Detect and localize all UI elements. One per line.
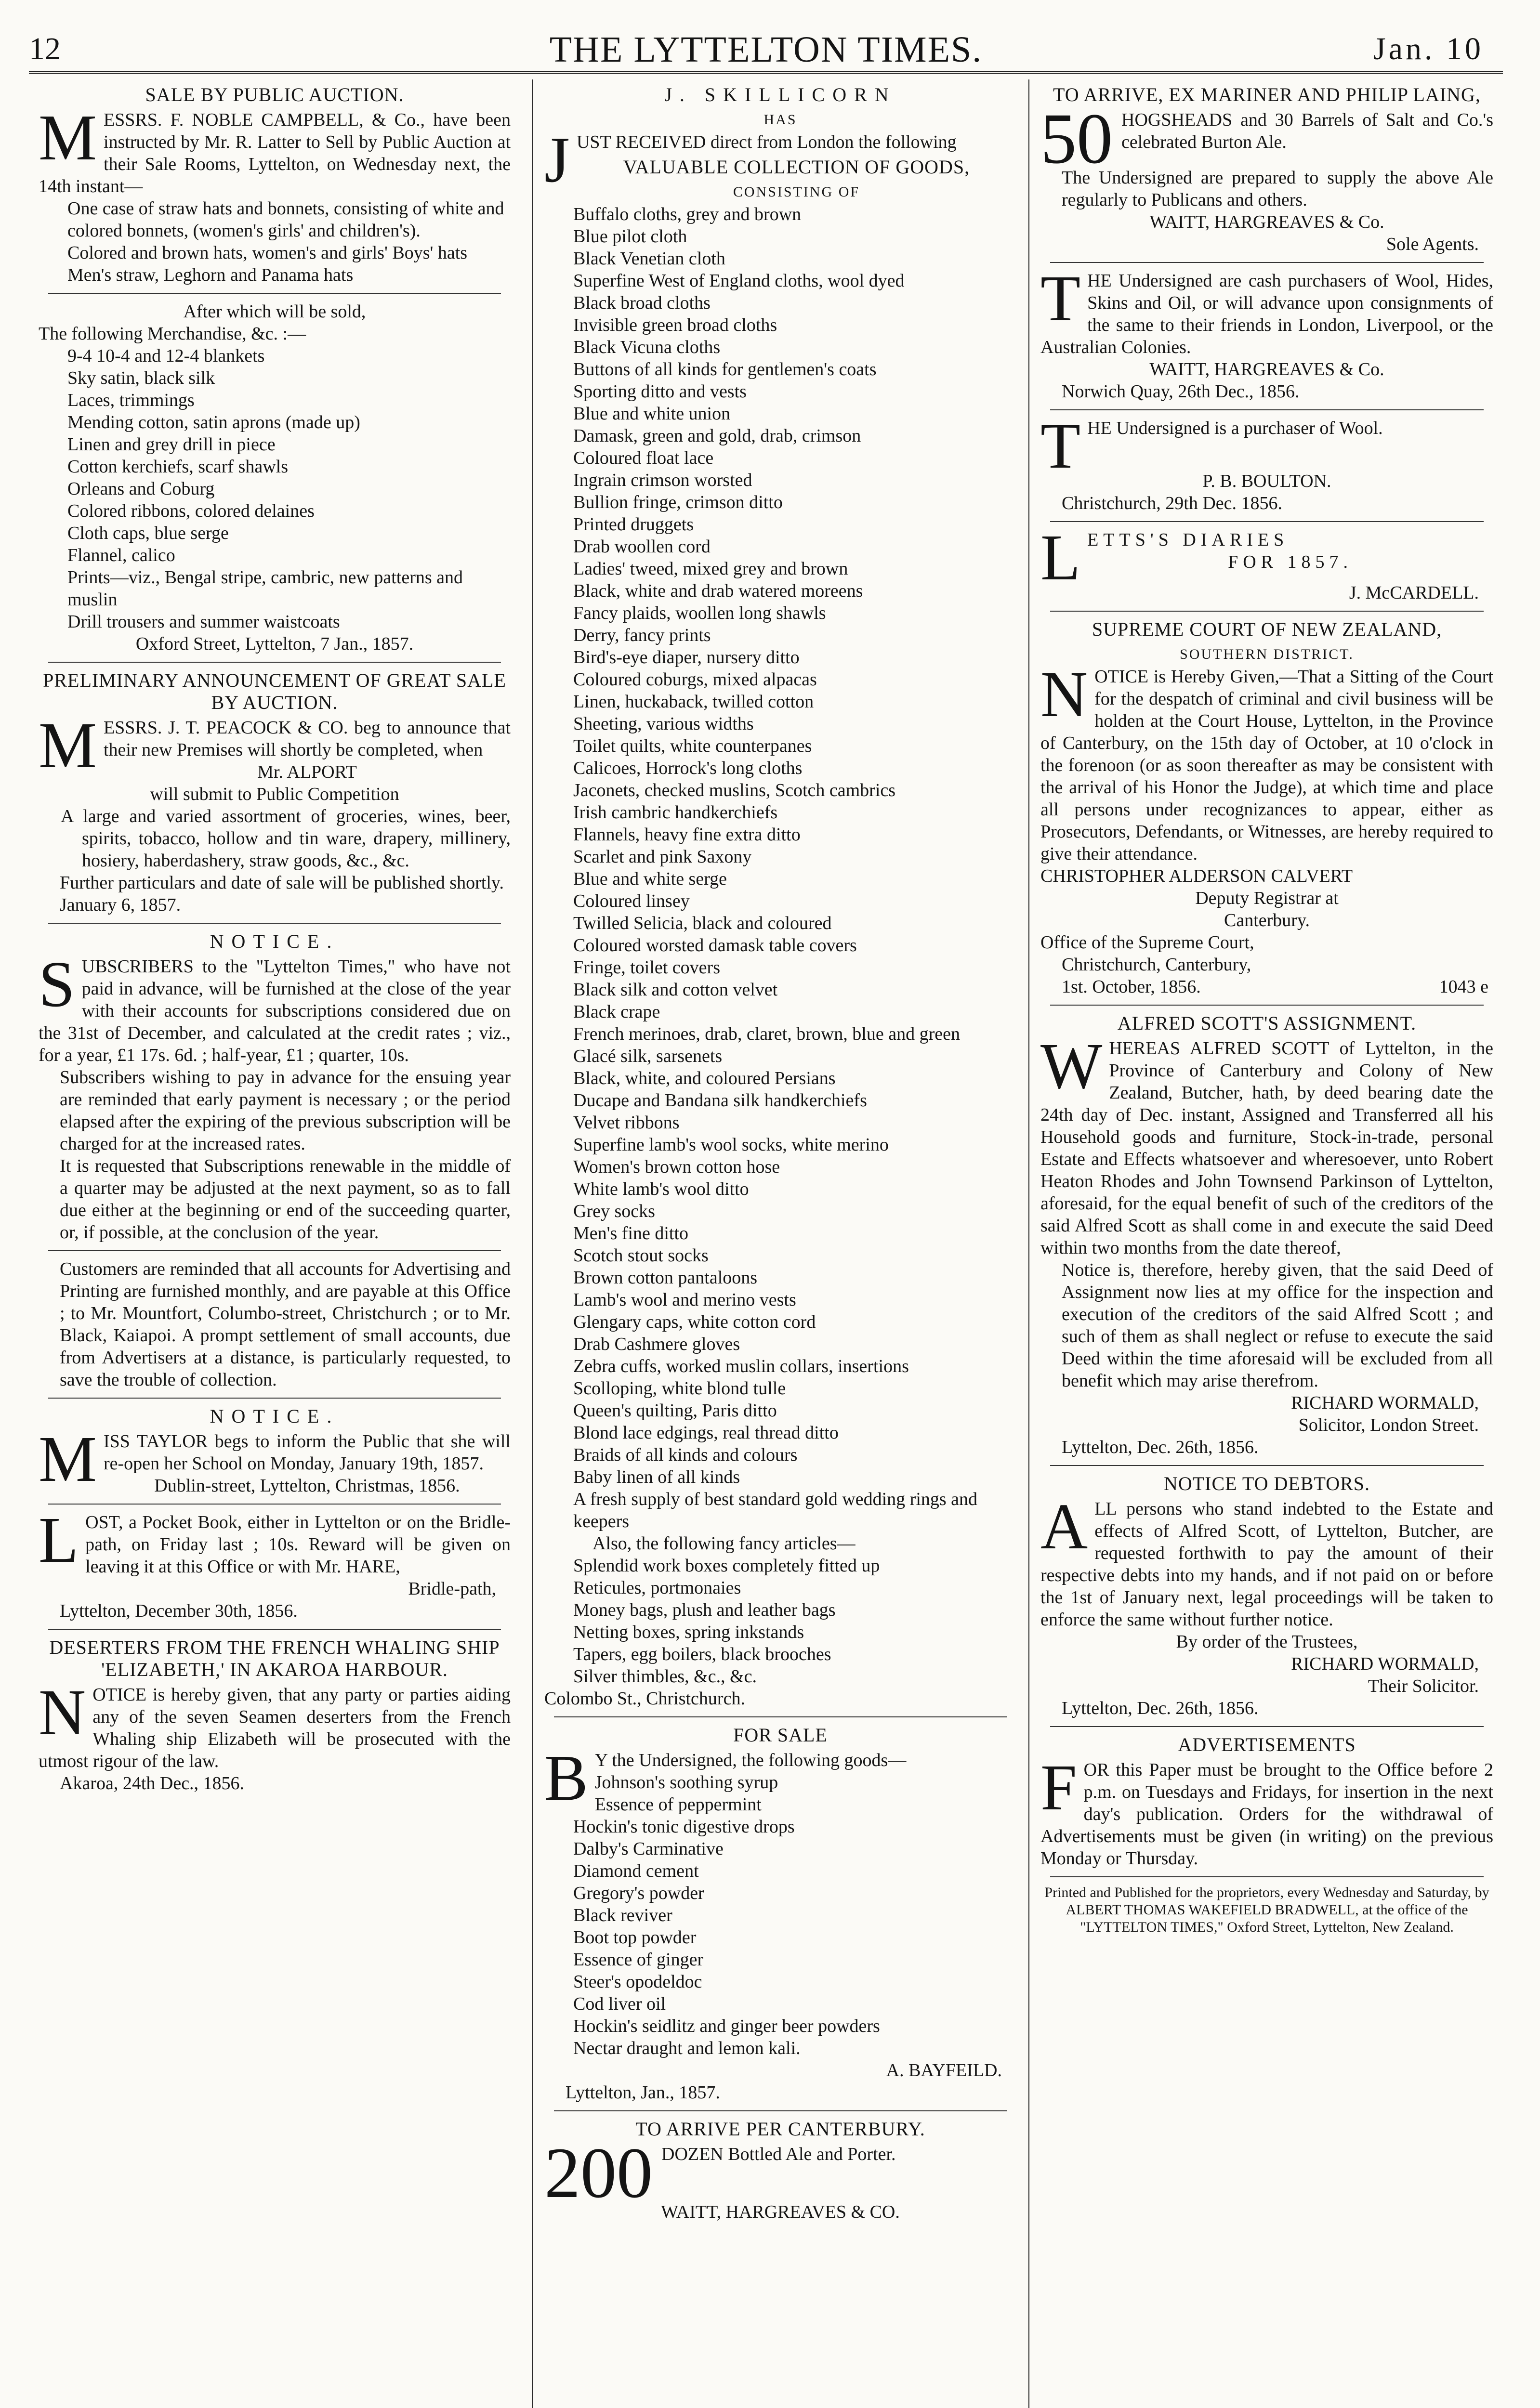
list-item: Laces, trimmings xyxy=(67,390,195,410)
list-item: Johnson's soothing syrup xyxy=(594,1772,778,1793)
divider xyxy=(48,1629,501,1630)
list-item: Scarlet and pink Saxony xyxy=(573,847,752,867)
divider xyxy=(48,923,501,924)
list-item: Sporting ditto and vests xyxy=(573,381,747,402)
newspaper-title: THE LYTTELTON TIMES. xyxy=(549,29,983,70)
ad-body: UBSCRIBERS to the "Lyttelton Times," who have not paid in advance, will be furnished at the close of the year with their accounts for subscriptions considered due on the 31st of December, and calculated at the credit rates ; viz., for a year, £1 17s. 6d. ; half-year, £1 ; quarter, 10s. xyxy=(39,956,511,1065)
column-2 xyxy=(544,81,1016,2229)
list-item: Superfine lamb's wool socks, white merino xyxy=(573,1135,889,1155)
ad-signature: RICHARD WORMALD, xyxy=(1291,1393,1479,1413)
drop-cap: M xyxy=(39,1423,97,1495)
list-item: Essence of ginger xyxy=(573,1950,704,1970)
list-item: Drab woollen cord xyxy=(573,537,711,557)
list-item: Men's fine ditto xyxy=(573,1223,689,1243)
ad-text: will submit to Public Competition xyxy=(150,784,399,804)
goods-list xyxy=(544,1771,1016,2059)
letts-diaries-ad xyxy=(1040,522,1493,604)
list-item: Silver thimbles, &c., &c. xyxy=(573,1666,757,1687)
ad-body: LL persons who stand indebted to the Estate and effects of Alfred Scott, of Lyttelton, Butcher, are requested forthwith to pay the amount of their respective debts into my hands, and if not paid on or before the 1st of January next, legal proceedings will be taken to enforce the same without further notice. xyxy=(1040,1499,1493,1630)
supreme-court-notice xyxy=(1040,618,1493,998)
list-item: A fresh supply of best standard gold wedding rings and keepers xyxy=(573,1489,978,1531)
column-3 xyxy=(1040,81,1493,1936)
list-item: Linen and grey drill in piece xyxy=(67,434,276,455)
list-item: Lamb's wool and merino vests xyxy=(573,1290,796,1310)
ad-body: Y the Undersigned, the following goods— xyxy=(594,1750,907,1770)
list-item: Ingrain crimson worsted xyxy=(573,470,752,490)
ad-body: HE Undersigned is a purchaser of Wool. xyxy=(1087,418,1383,438)
divider xyxy=(1050,1005,1484,1006)
list-item: Linen, huckaback, twilled cotton xyxy=(573,692,814,712)
list-item: Gregory's powder xyxy=(573,1883,704,1903)
drop-cap: S xyxy=(39,948,75,1021)
drop-cap: T xyxy=(1040,410,1081,482)
list-item: Steer's opodeldoc xyxy=(573,1972,702,1992)
drop-cap: J xyxy=(544,124,570,196)
list-item: Ladies' tweed, mixed grey and brown xyxy=(573,559,848,579)
list-item: Black Vicuna cloths xyxy=(573,337,721,357)
ad-heading: SALE BY PUBLIC AUCTION. xyxy=(145,84,404,105)
list-item: Black Venetian cloth xyxy=(573,249,725,269)
list-item: Hockin's seidlitz and ginger beer powders xyxy=(573,2016,880,2036)
list-item: Calicoes, Horrock's long cloths xyxy=(573,758,803,778)
drop-cap: A xyxy=(1040,1491,1088,1563)
bayfeild-for-sale-ad xyxy=(544,1724,1016,2104)
ad-subheading: CONSISTING OF xyxy=(733,184,860,200)
list-item: Reticules, portmonaies xyxy=(573,1578,741,1598)
lost-pocket-book-ad xyxy=(39,1504,511,1622)
list-item: Black, white, and coloured Persians xyxy=(573,1068,836,1088)
ad-footer: Lyttelton, December 30th, 1856. xyxy=(60,1601,298,1621)
ad-body: OST, a Pocket Book, either in Lyttelton or on the Bridle-path, on Friday last ; 10s. Reward will be given on leaving it at this Office or with Mr. HARE, xyxy=(85,1512,511,1577)
boulton-ad xyxy=(1040,410,1493,514)
ad-signature: A. BAYFEILD. xyxy=(886,2060,1002,2081)
list-item: Queen's quilting, Paris ditto xyxy=(573,1400,777,1421)
ad-role: Deputy Registrar at xyxy=(1195,888,1339,908)
masthead-rule xyxy=(29,71,1503,74)
fancy-articles-list xyxy=(544,1555,1016,1688)
ad-subheading: HAS xyxy=(763,112,797,128)
list-item: Prints—viz., Bengal stripe, cambric, new patterns and muslin xyxy=(67,567,463,610)
ad-signature: WAITT, HARGREAVES & Co. xyxy=(1149,212,1384,232)
list-item: Money bags, plush and leather bags xyxy=(573,1600,836,1620)
ad-heading: J. SKILLICORN xyxy=(664,84,896,105)
divider xyxy=(48,293,501,294)
ad-footer: Christchurch, 29th Dec. 1856. xyxy=(1062,493,1283,513)
ad-text: It is requested that Subscriptions renewable in the middle of a quarter may be adjusted at the next payment, so as to fall due either at the beginning or end of the succeeding quarter, or, if possible, at the conclusion of the year. xyxy=(60,1156,511,1243)
ad-heading: NOTICE. xyxy=(210,1405,340,1427)
divider xyxy=(1050,1465,1484,1466)
divider xyxy=(48,1250,501,1251)
list-item: Scotch stout socks xyxy=(573,1245,709,1266)
ad-text: FOR 1857. xyxy=(1228,552,1353,572)
list-item: Toilet quilts, white counterpanes xyxy=(573,736,812,756)
list-item: Buttons of all kinds for gentlemen's coats xyxy=(573,359,877,380)
list-item: Fancy plaids, woollen long shawls xyxy=(573,603,826,623)
ad-text: Notice is, therefore, hereby given, that the said Deed of Assignment now lies at my office for the inspection and execution of the creditors of the said Alfred Scott ; and such of them as shall neglect or refuse to execute the said Deed within the time aforesaid will be excluded from all benefit which may arise therefrom. xyxy=(1062,1260,1493,1391)
drop-cap: F xyxy=(1040,1752,1077,1824)
drop-cap: L xyxy=(39,1504,79,1576)
list-item: Glacé silk, sarsenets xyxy=(573,1046,723,1066)
list-item: Black reviver xyxy=(573,1905,672,1925)
ad-heading: ALFRED SCOTT'S ASSIGNMENT. xyxy=(1117,1012,1417,1034)
list-item: Black, white and drab watered moreens xyxy=(573,581,863,601)
ad-role: Sole Agents. xyxy=(1386,234,1479,254)
list-item: Drill trousers and summer waistcoats xyxy=(67,612,340,632)
list-item: Invisible green broad cloths xyxy=(573,315,777,335)
divider xyxy=(1050,1876,1484,1877)
ad-body: OTICE is hereby given, that any party or parties aiding any of the seven Seamen deserters from the French Whaling ship Elizabeth will be prosecuted with the utmost rigour of the law. xyxy=(39,1685,511,1771)
ad-body: ISS TAYLOR begs to inform the Public that she will re-open her School on Monday, January 19th, 1857. xyxy=(103,1431,511,1474)
canterbury-ale-ad xyxy=(544,2118,1016,2223)
list-item: Women's brown cotton hose xyxy=(573,1157,780,1177)
list-item: Ducape and Bandana silk handkerchiefs xyxy=(573,1090,867,1111)
list-item: Essence of peppermint xyxy=(594,1794,762,1815)
ad-text: Office of the Supreme Court, xyxy=(1040,932,1254,953)
list-item: Splendid work boxes completely fitted up xyxy=(573,1556,880,1576)
ad-footer: Lyttelton, Dec. 26th, 1856. xyxy=(1062,1437,1259,1457)
list-item: Sky satin, black silk xyxy=(67,368,215,388)
list-item: Cloth caps, blue serge xyxy=(67,523,229,543)
list-item: Buffalo cloths, grey and brown xyxy=(573,204,802,224)
list-item: Glengary caps, white cotton cord xyxy=(573,1312,816,1332)
list-item: Zebra cuffs, worked muslin collars, insertions xyxy=(573,1356,909,1376)
ad-heading: NOTICE. xyxy=(210,930,340,952)
ad-footer: Colombo St., Christchurch. xyxy=(544,1688,745,1709)
list-item: Printed druggets xyxy=(573,514,694,535)
ad-subheading: VALUABLE COLLECTION OF GOODS, xyxy=(623,156,970,178)
school-notice xyxy=(39,1405,511,1497)
publisher-imprint: Printed and Published for the proprietors, every Wednesday and Saturday, by ALBERT THOMAS WAKEFIELD BRADWELL, at the office of the "LYTTELTON TIMES," Oxford Street, Lyttelton, New Zealand. xyxy=(1044,1885,1489,1935)
drop-cap: M xyxy=(39,709,97,782)
ad-body: HOGSHEADS and 30 Barrels of Salt and Co.'s celebrated Burton Ale. xyxy=(1121,110,1493,152)
drop-cap: N xyxy=(1040,658,1088,731)
drop-cap: T xyxy=(1040,262,1081,335)
campbell-auction-ad xyxy=(39,84,511,655)
scott-assignment-notice xyxy=(1040,1012,1493,1458)
ad-body: HE Undersigned are cash purchasers of Wool, Hides, Skins and Oil, or will advance upon consignments of the same to their friends in London, Liverpool, or the Australian Colonies. xyxy=(1040,271,1493,357)
list-item: Jaconets, checked muslins, Scotch cambrics xyxy=(573,780,896,800)
ad-signature: J. McCARDELL. xyxy=(1349,583,1479,603)
list-item: Velvet ribbons xyxy=(573,1112,680,1133)
list-item: Black silk and cotton velvet xyxy=(573,980,778,1000)
divider xyxy=(1050,409,1484,410)
list-item: Grey socks xyxy=(573,1201,655,1221)
goods-list xyxy=(39,345,511,633)
list-item: Flannels, heavy fine extra ditto xyxy=(573,824,801,845)
ad-heading: DESERTERS FROM THE FRENCH WHALING SHIP 'ELIZABETH,' IN AKAROA HARBOUR. xyxy=(49,1636,500,1680)
ad-footer: Dublin-street, Lyttelton, Christmas, 1856. xyxy=(154,1476,460,1496)
list-item: Black crape xyxy=(573,1002,660,1022)
ad-body: UST RECEIVED direct from London the following xyxy=(576,132,957,152)
ad-subheading: SOUTHERN DISTRICT. xyxy=(1180,646,1354,662)
drop-cap: L xyxy=(1040,522,1081,594)
item-list xyxy=(39,197,511,286)
advertisements-notice xyxy=(1040,1734,1493,1870)
divider xyxy=(48,1398,501,1399)
ad-date: January 6, 1857. xyxy=(60,895,181,915)
list-item: Blue and white serge xyxy=(573,869,727,889)
ad-signature: WAITT, HARGREAVES & CO. xyxy=(661,2202,900,2222)
list-item: French merinoes, drab, claret, brown, blue and green xyxy=(573,1024,960,1044)
ad-footer: Oxford Street, Lyttelton, 7 Jan., 1857. xyxy=(135,634,414,654)
list-item: Men's straw, Leghorn and Panama hats xyxy=(67,265,354,285)
drop-cap: B xyxy=(544,1742,588,1814)
divider xyxy=(48,1504,501,1505)
divider xyxy=(1050,262,1484,263)
list-item: Cotton kerchiefs, scarf shawls xyxy=(67,457,288,477)
list-item: Dalby's Carminative xyxy=(573,1839,724,1859)
ad-heading: TO ARRIVE, EX MARINER AND PHILIP LAING, xyxy=(1053,84,1481,105)
ad-footer: Norwich Quay, 26th Dec., 1856. xyxy=(1062,381,1300,402)
ad-text: Further particulars and date of sale will be published shortly. xyxy=(60,873,504,893)
ad-text: After which will be sold, xyxy=(183,301,366,322)
list-item: Damask, green and gold, drab, crimson xyxy=(573,426,861,446)
ad-date xyxy=(1040,976,1493,998)
list-item: Sheeting, various widths xyxy=(573,714,754,734)
list-item: Brown cotton pantaloons xyxy=(573,1268,758,1288)
list-item: Diamond cement xyxy=(573,1861,699,1881)
list-item: Twilled Selicia, black and coloured xyxy=(573,913,832,933)
column-1 xyxy=(39,81,511,1800)
divider xyxy=(1050,1726,1484,1727)
list-item: Blond lace edgings, real thread ditto xyxy=(573,1423,839,1443)
ad-signature: CHRISTOPHER ALDERSON CALVERT xyxy=(1040,866,1353,886)
ad-role: Their Solicitor. xyxy=(1368,1676,1479,1696)
divider xyxy=(554,1716,1007,1717)
ad-text: Christchurch, Canterbury, xyxy=(1062,955,1251,975)
skillicorn-ad xyxy=(544,84,1016,1710)
list-item: Nectar draught and lemon kali. xyxy=(573,2038,801,2058)
ad-heading: NOTICE TO DEBTORS. xyxy=(1163,1473,1370,1494)
ad-body: OTICE is Hereby Given,—That a Sitting of the Court for the despatch of criminal and civil business will be holden at the Court House, Lyttelton, in the Province of Canterbury, on the 15th day of October, at 10 o'clock in the forenoon (or as soon thereafter as may be consistent with the arrival of his Honor the Judge), at which time and place all persons under recognizances to appear, either as Prosecutors, Defendants, or Witnesses, are hereby required to give their attendance. xyxy=(1040,667,1493,864)
ad-body: ETTS'S DIARIES xyxy=(1087,530,1289,550)
list-item: Fringe, toilet covers xyxy=(573,957,720,978)
wool-purchasers-ad xyxy=(1040,262,1493,403)
ad-text: By order of the Trustees, xyxy=(1176,1632,1358,1652)
deserters-notice xyxy=(39,1636,511,1794)
list-item: Blue and white union xyxy=(573,404,731,424)
list-item: Cod liver oil xyxy=(573,1994,666,2014)
burton-ale-ad xyxy=(1040,84,1493,255)
ad-role: Solicitor, London Street. xyxy=(1298,1415,1479,1435)
drop-cap: N xyxy=(39,1676,86,1749)
list-item: Tapers, egg boilers, black brooches xyxy=(573,1644,831,1664)
ad-footer: Lyttelton, Jan., 1857. xyxy=(566,2082,720,2103)
list-item: Colored ribbons, colored delaines xyxy=(67,501,315,521)
ad-signature: P. B. BOULTON. xyxy=(1202,471,1331,491)
ad-heading: TO ARRIVE PER CANTERBURY. xyxy=(635,2118,925,2140)
subscribers-notice xyxy=(39,930,511,1391)
drop-cap: W xyxy=(1040,1030,1103,1102)
list-item: Coloured worsted damask table covers xyxy=(573,935,857,955)
ad-body: ESSRS. F. NOBLE CAMPBELL, & Co., have been instructed by Mr. R. Latter to Sell by Public Auction at their Sale Rooms, Lyttelton, on Wednesday next, the 14th instant— xyxy=(39,110,511,196)
list-item: Bullion fringe, crimson ditto xyxy=(573,492,783,512)
quantity-number: 200 xyxy=(544,2133,653,2213)
list-item: Derry, fancy prints xyxy=(573,625,711,645)
list-item: Superfine West of England cloths, wool dyed xyxy=(573,271,905,291)
ad-text: The following Merchandise, &c. :— xyxy=(39,324,306,344)
divider xyxy=(1050,611,1484,612)
ad-role: Canterbury. xyxy=(1224,910,1310,930)
list-item: Blue pilot cloth xyxy=(573,226,687,247)
list-item: Orleans and Coburg xyxy=(67,479,215,499)
list-item: Bird's-eye diaper, nursery ditto xyxy=(573,647,800,667)
list-item: Colored and brown hats, women's and girls' Boys' hats xyxy=(67,243,468,263)
list-item: White lamb's wool ditto xyxy=(573,1179,749,1199)
issue-date: Jan. 10 xyxy=(1373,31,1484,66)
ad-body: HEREAS ALFRED SCOTT of Lyttelton, in the Province of Canterbury and Colony of New Zealand, Butcher, hath, by deed bearing date the 24th day of Dec. instant, Assigned and Transferred all his Household goods and furniture, Stock-in-trade, personal Estate and Effects whatsoever and wheresoever, unto Robert Heaton Rhodes and John Townsend Parkinson of Lyttelton, aforesaid, for the equal benefit of such of the creditors of the said Alfred Scott as shall come in and execute the said Deed within two months from the date thereof, xyxy=(1040,1038,1493,1258)
list-item: One case of straw hats and bonnets, consisting of white and colored bonnets, (women's girls' and children's). xyxy=(67,198,504,241)
list-item: Mending cotton, satin aprons (made up) xyxy=(67,412,360,432)
ad-text: Bridle-path, xyxy=(408,1579,496,1599)
ad-heading: FOR SALE xyxy=(733,1724,828,1746)
list-item: Drab Cashmere gloves xyxy=(573,1334,740,1354)
list-item: Flannel, calico xyxy=(67,545,175,565)
list-item: Hockin's tonic digestive drops xyxy=(573,1817,795,1837)
masthead xyxy=(29,28,1503,74)
ad-text: The Undersigned are prepared to supply the above Ale regularly to Publicans and others. xyxy=(1062,168,1493,210)
ad-text: Subscribers wishing to pay in advance for the ensuing year are reminded that early payment is necessary ; or the period elapsed after the expiring of the previous subscription will be charged for at the increased rates. xyxy=(60,1067,511,1154)
ad-heading: SUPREME COURT OF NEW ZEALAND, xyxy=(1092,618,1442,640)
list-item: Coloured coburgs, mixed alpacas xyxy=(573,669,817,690)
column-rule xyxy=(1028,79,1029,2408)
list-item: Braids of all kinds and colours xyxy=(573,1445,798,1465)
divider xyxy=(48,662,501,663)
column-rule xyxy=(532,79,533,2408)
list-item: Coloured linsey xyxy=(573,891,690,911)
divider xyxy=(1050,521,1484,522)
list-item: Irish cambric handkerchiefs xyxy=(573,802,778,823)
ad-signature: WAITT, HARGREAVES & Co. xyxy=(1149,359,1384,380)
quantity-number: 50 xyxy=(1040,99,1113,179)
drop-cap: M xyxy=(39,102,97,174)
ad-footer: Lyttelton, Dec. 26th, 1856. xyxy=(1062,1698,1259,1718)
auctioneer-name: Mr. ALPORT xyxy=(257,762,357,782)
list-item: 9-4 10-4 and 12-4 blankets xyxy=(67,346,265,366)
ad-date-text: 1st. October, 1856. xyxy=(1062,977,1201,997)
list-item: Black broad cloths xyxy=(573,293,711,313)
goods-list xyxy=(544,203,1016,1532)
peacock-auction-ad xyxy=(39,669,511,916)
ad-text: Customers are reminded that all accounts for Advertising and Printing are furnished monthly, and are payable at this Office ; to Mr. Mountfort, Columbo-street, Christchurch ; or to Mr. Black, Kaiapoi. A prompt settlement of small accounts, due from Advertisers at a distance, is particularly requested, to save the trouble of collection. xyxy=(60,1259,511,1390)
ad-signature: RICHARD WORMALD, xyxy=(1291,1654,1479,1674)
list-item: Netting boxes, spring inkstands xyxy=(573,1622,804,1642)
ad-heading: ADVERTISEMENTS xyxy=(1178,1734,1356,1755)
ad-heading: PRELIMINARY ANNOUNCEMENT OF GREAT SALE BY AUCTION. xyxy=(43,669,506,713)
ad-footer: Akaroa, 24th Dec., 1856. xyxy=(60,1773,245,1793)
ad-body: DOZEN Bottled Ale and Porter. xyxy=(661,2144,896,2164)
list-item: Scolloping, white blond tulle xyxy=(573,1378,786,1399)
debtors-notice xyxy=(1040,1473,1493,1719)
ad-text: A large and varied assortment of groceries, wines, beer, spirits, tobacco, hollow and tin ware, drapery, millinery, hosiery, haberdashery, straw goods, &c., &c. xyxy=(61,806,511,871)
list-item: Boot top powder xyxy=(573,1927,697,1948)
list-item: Coloured float lace xyxy=(573,448,714,468)
ad-text: Also, the following fancy articles— xyxy=(592,1533,856,1554)
ad-code: 1043 e xyxy=(1439,977,1488,997)
ad-body: OR this Paper must be brought to the Office before 2 p.m. on Tuesdays and Fridays, for insertion in the next day's publication. Orders for the withdrawal of Advertisements must be given (in writing) on the previous Monday or Thursday. xyxy=(1040,1760,1493,1869)
ad-body: ESSRS. J. T. PEACOCK & CO. beg to announce that their new Premises will shortly be completed, when xyxy=(103,718,511,760)
page-number: 12 xyxy=(29,31,61,66)
divider xyxy=(554,2110,1007,2111)
list-item: Baby linen of all kinds xyxy=(573,1467,740,1487)
